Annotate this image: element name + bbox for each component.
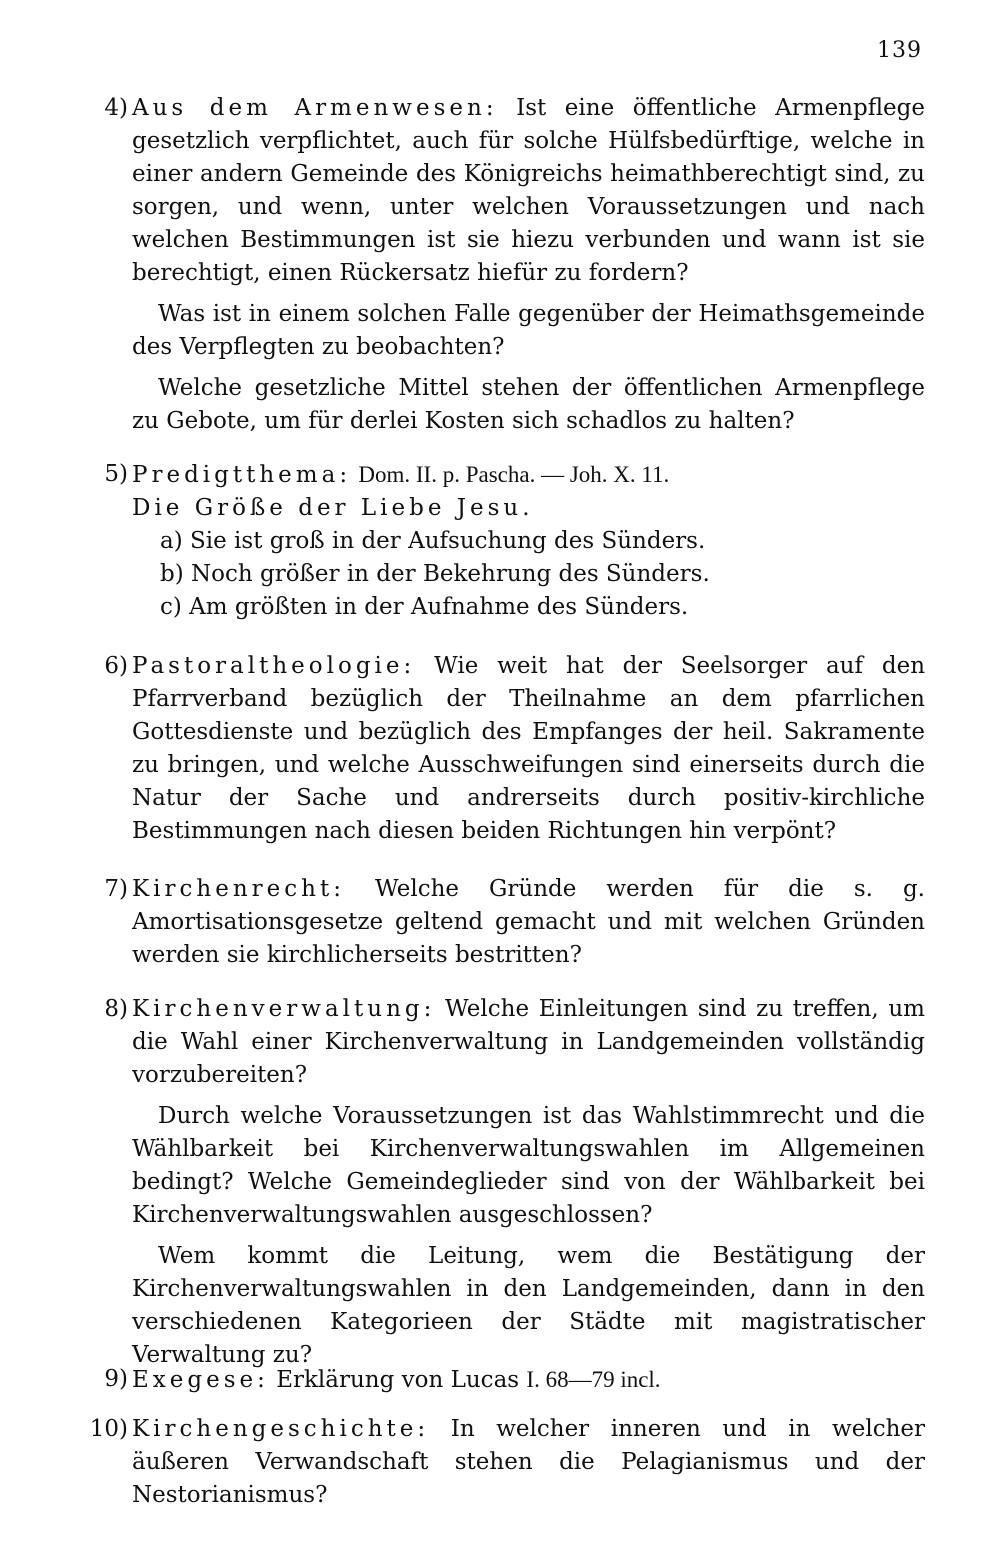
scripture-reference: I. 68—79 incl. xyxy=(526,1367,661,1392)
question-8 xyxy=(80,993,925,1372)
question-body: Erklärung von Lucas xyxy=(276,1367,520,1393)
question-5 xyxy=(80,458,925,624)
item-number: 8) xyxy=(104,996,128,1022)
subject-heading: Exegese: xyxy=(132,1367,269,1393)
subject-heading: Kirchengeschichte: xyxy=(132,1416,430,1442)
question-text xyxy=(132,1413,925,1512)
question-6 xyxy=(80,650,925,848)
item-number: 5) xyxy=(104,461,128,487)
question-body: Welche Gründe werden für die s. g. Amortisationsgesetze geltend gemacht und mit welchen Gründen werden sie kirchlicherseits bestritten? xyxy=(132,876,925,968)
sermon-theme: Die Größe der Liebe Jesu. xyxy=(132,495,534,521)
subject-heading: Kirchenrecht: xyxy=(132,876,345,902)
question-paragraph: Wem kommt die Leitung, wem die Bestätigung der Kirchenverwaltungswahlen in den Landgemeinden, dann in den verschiedenen Kategorieen der Städte mit magistratischer Verwaltung zu? xyxy=(132,1243,925,1368)
page-number: 139 xyxy=(877,38,922,63)
subject-heading: Predigtthema: xyxy=(132,462,352,488)
question-10 xyxy=(80,1413,925,1512)
sermon-point: a) Sie ist groß in der Aufsuchung des Sünders. xyxy=(160,528,706,554)
question-7 xyxy=(80,873,925,972)
question-9 xyxy=(80,1363,925,1397)
subject-heading: Pastoraltheologie: xyxy=(132,653,416,679)
question-paragraph: Durch welche Voraussetzungen ist das Wahlstimmrecht und die Wählbarkeit bei Kirchenverwaltungswahlen im Allgemeinen bedingt? Welche Gemeindeglieder sind von der Wählbarkeit bei Kirchenverwaltungswahlen ausgeschlossen? xyxy=(132,1103,925,1228)
sermon-point: b) Noch größer in der Bekehrung des Sünders. xyxy=(160,561,710,587)
subject-heading: Kirchenverwaltung: xyxy=(132,996,436,1022)
question-text xyxy=(132,92,925,290)
subject-heading: Aus dem Armenwesen: xyxy=(132,95,498,121)
item-number: 7) xyxy=(104,876,128,902)
question-body: Ist eine öffentliche Armenpflege gesetzlich verpflichtet, auch für solche Hülfsbedürftige, welche in einer andern Gemeinde des Königreichs heimathberechtigt sind, zu sorgen, und wenn, unter welchen Voraussetzungen und nach welchen Bestimmungen ist sie hiezu verbunden und wann ist sie berechtigt, einen Rückersatz hiefür zu fordern? xyxy=(132,95,925,286)
question-4 xyxy=(80,92,925,438)
question-body: Wie weit hat der Seelsorger auf den Pfarrverband bezüglich der Theilnahme an dem pfarrlichen Gottesdienste und bezüglich des Empfanges der heil. Sakramente zu bringen, und welche Ausschweifungen sind einerseits durch die Natur der Sache und andrerseits durch positiv-kirchliche Bestimmungen nach diesen beiden Richtungen hin verpönt? xyxy=(132,653,926,844)
question-body: Welche Einleitungen sind zu treffen, um die Wahl einer Kirchenverwaltung in Landgemeinden vollständig vorzubereiten? xyxy=(132,996,925,1088)
item-number: 4) xyxy=(104,95,128,121)
scripture-reference: Dom. II. p. Pascha. — Joh. X. 11. xyxy=(358,462,670,487)
item-number: 10) xyxy=(89,1416,128,1442)
question-paragraph: Welche gesetzliche Mittel stehen der öffentlichen Armenpflege zu Gebote, um für derlei Kosten sich schadlos zu halten? xyxy=(132,375,925,434)
question-text xyxy=(132,993,925,1092)
question-text xyxy=(132,650,925,848)
question-paragraph: Was ist in einem solchen Falle gegenüber der Heimathsgemeinde des Verpflegten zu beobachten? xyxy=(132,301,925,360)
question-body: In welcher inneren und in welcher äußeren Verwandschaft stehen die Pelagianismus und der Nestorianismus? xyxy=(132,1416,925,1508)
sermon-point: c) Am größten in der Aufnahme des Sünders. xyxy=(160,594,689,620)
item-number: 6) xyxy=(104,653,128,679)
question-text xyxy=(132,873,925,972)
item-number: 9) xyxy=(104,1366,128,1392)
